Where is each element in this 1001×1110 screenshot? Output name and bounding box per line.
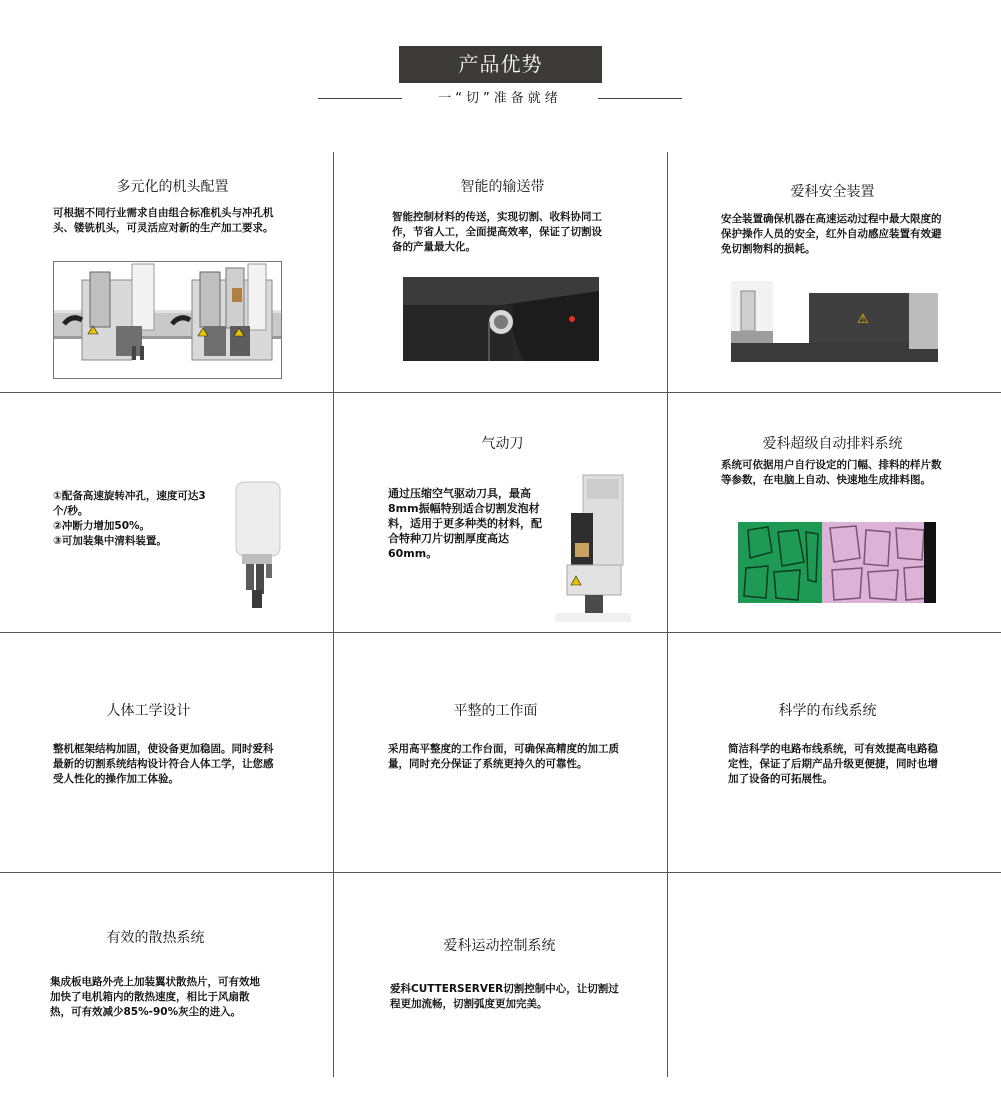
safety-device-photo xyxy=(731,281,938,362)
section-title-banner: 产品优势 xyxy=(399,46,602,83)
grid-line-col1 xyxy=(333,152,334,1077)
pneumatic-knife-illustration xyxy=(555,473,631,622)
feature-title-safety: 爱科安全装置 xyxy=(790,184,875,200)
warning-icon: ⚠ xyxy=(857,312,869,327)
grid-line-row3 xyxy=(0,872,1001,873)
feature-title-pneumatic-knife: 气动刀 xyxy=(481,436,524,452)
feature-desc-multi-head: 可根据不同行业需求自由组合标准机头与冲孔机头、镂铣机头，可灵活应对新的生产加工要求。 xyxy=(53,207,274,234)
grid-line-col2 xyxy=(667,152,668,1077)
feature-desc-conveyor: 智能控制材料的传送，实现切割、收料协同工作，节省人工，全面提高效率，保证了切割设备的产量最大化。 xyxy=(392,211,602,253)
feature-desc-safety: 安全装置确保机器在高速运动过程中最大限度的保护操作人员的安全，红外自动感应装置有效避免切割物料的损耗。 xyxy=(721,213,942,255)
nesting-illustration xyxy=(738,522,936,603)
feature-title-motion-control: 爱科运动控制系统 xyxy=(443,938,556,954)
feature-desc-pneumatic-knife: 通过压缩空气驱动刀具，最高8mm振幅特别适合切割发泡材料，适用于更多种类的材料，配合特种刀片切割厚度高达60mm。 xyxy=(388,487,542,560)
feature-desc-wiring: 简洁科学的电路布线系统，可有效提高电路稳定性，保证了后期产品升级更便捷，同时也增加了设备的可拓展性。 xyxy=(728,743,938,785)
multi-head-photo xyxy=(53,261,282,379)
feature-desc-flat-worktable: 采用高平整度的工作台面，可确保高精度的加工质量，同时充分保证了系统更持久的可靠性。 xyxy=(388,743,619,770)
feature-title-ergonomics: 人体工学设计 xyxy=(106,703,191,719)
punch-point-3: ③可加装集中清料装置。 xyxy=(53,535,167,547)
subtitle-rule-right xyxy=(598,98,682,99)
nesting-preview xyxy=(738,522,936,603)
conveyor-illustration xyxy=(403,277,599,361)
section-subtitle: 一“切”准备就绪 xyxy=(438,91,562,106)
pneumatic-knife-photo xyxy=(555,473,631,622)
feature-title-cooling: 有效的散热系统 xyxy=(106,930,205,946)
feature-desc-auto-nesting: 系统可依据用户自行设定的门幅、排料的样片数等参数，在电脑上自动、快速地生成排料图。 xyxy=(721,459,942,486)
feature-desc-ergonomics: 整机框架结构加固，使设备更加稳固。同时爱科最新的切割系统结构设计符合人体工学，让您感受人性化的操作加工体验。 xyxy=(53,743,274,785)
feature-title-auto-nesting: 爱科超级自动排料系统 xyxy=(762,436,903,452)
grid-line-row1 xyxy=(0,392,1001,393)
punch-point-1: ①配备高速旋转冲孔，速度可达3个/秒。 xyxy=(53,490,206,517)
multi-head-illustration xyxy=(54,262,281,378)
punch-point-2: ②冲断力增加50%。 xyxy=(53,520,151,532)
punch-tool-photo xyxy=(232,480,288,612)
punch-tool-illustration xyxy=(232,480,288,612)
feature-desc-cooling: 集成板电路外壳上加装翼状散热片，可有效地加快了电机箱内的散热速度，相比于风扇散热，可有效减少85%-90%灰尘的进入。 xyxy=(50,976,260,1018)
grid-line-row2 xyxy=(0,632,1001,633)
feature-title-multi-head: 多元化的机头配置 xyxy=(116,179,229,195)
conveyor-photo xyxy=(403,277,599,361)
feature-title-flat-worktable: 平整的工作面 xyxy=(453,703,538,719)
feature-list-punch xyxy=(53,489,213,549)
subtitle-rule-left xyxy=(318,98,402,99)
safety-device-illustration xyxy=(731,281,938,362)
feature-desc-motion-control: 爱科CUTTERSERVER切割控制中心，让切割过程更加流畅，切割弧度更加完美。 xyxy=(390,983,619,1010)
subtitle-row xyxy=(0,88,1001,110)
feature-title-wiring: 科学的布线系统 xyxy=(778,703,877,719)
feature-title-conveyor: 智能的输送带 xyxy=(460,179,545,195)
